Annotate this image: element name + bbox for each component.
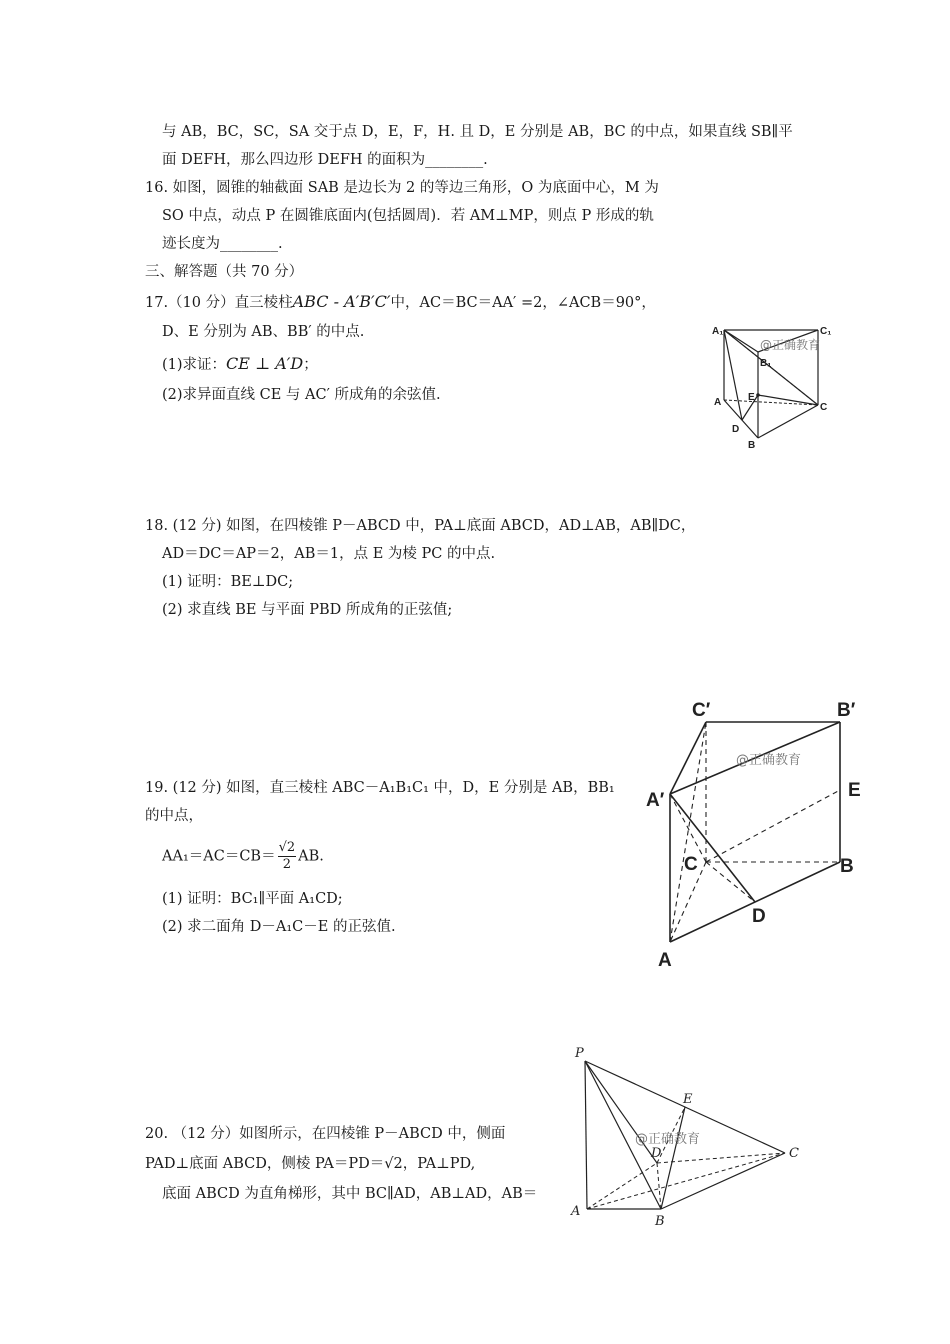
q17-part1-formula: CE ⊥ A′D (226, 354, 304, 373)
q19-line-1: 19. (12 分) 如图，直三棱柱 ABC－A₁B₁C₁ 中，D，E 分别是 AB，BB₁ (145, 780, 615, 796)
label-p: P (575, 1046, 584, 1061)
edge-p-a (585, 1061, 587, 1209)
label-a1: A₁ (712, 326, 724, 337)
label-b: B (840, 856, 854, 877)
q20-line-1: 20. （12 分）如图所示，在四棱锥 P－ABCD 中，侧面 (145, 1126, 506, 1142)
label-e: E (683, 1092, 693, 1107)
edge-a-c-hidden (587, 1153, 785, 1209)
label-a: A (571, 1204, 581, 1219)
q20-line-2: PAD⊥底面 ABCD，侧棱 PA＝PD＝√2，PA⊥PD, (145, 1156, 476, 1172)
q17-rest: 中，AC＝BC＝AA′ =2，∠ACB＝90°， (390, 295, 656, 311)
label-a: A (658, 950, 672, 971)
label-c1: C₁ (820, 326, 832, 337)
label-c: C (789, 1146, 799, 1161)
watermark-q19: @正确教育 (736, 753, 802, 768)
q19-formula (162, 840, 324, 873)
edge-a-b (724, 400, 758, 438)
edge-ap-c-hidden (670, 794, 706, 862)
q19-part-2: (2) 求二面角 D－A₁C－E 的正弦值. (162, 919, 396, 935)
q17-part-1 (162, 354, 318, 375)
label-b: B (748, 440, 756, 451)
q19-part-1: (1) 证明：BC₁∥平面 A₁CD; (162, 891, 343, 907)
label-cp: C′ (692, 700, 711, 721)
label-e: E (848, 780, 861, 801)
edge-b-e (661, 1107, 685, 1209)
q15-line-2: 面 DEFH，那么四边形 DEFH 的面积为________. (162, 152, 488, 168)
label-d: D (651, 1146, 662, 1161)
edge-p-d (585, 1061, 657, 1163)
q18-part-2: (2) 求直线 BE 与平面 PBD 所成角的正弦值; (162, 602, 453, 618)
q18-part-1: (1) 证明：BE⊥DC; (162, 574, 294, 590)
figure-q20 (565, 1045, 815, 1230)
label-bp: B′ (837, 700, 856, 721)
watermark-q20: @正确教育 (635, 1132, 701, 1147)
q16-line-3: 迹长度为________. (162, 236, 283, 252)
section-heading: 三、解答题（共 70 分） (145, 264, 304, 280)
point-e (756, 393, 760, 397)
edge-a-d-hidden (587, 1163, 657, 1209)
label-b: B (655, 1214, 665, 1229)
edge-a1-b1 (724, 330, 758, 352)
label-b1: B₁ (760, 358, 772, 369)
watermark-q17: @正确教育 (760, 338, 821, 352)
q18-line-1: 18. (12 分) 如图，在四棱锥 P－ABCD 中，PA⊥底面 ABCD，AD⊥AB，AB∥DC， (145, 518, 696, 534)
q19-formula-right: AB. (298, 848, 324, 865)
figure-q17 (700, 320, 850, 455)
edge-cp-ap (670, 722, 706, 794)
label-c: C (820, 402, 828, 413)
q15-line-1: 与 AB，BC，SC，SA 交于点 D，E，F，H. 且 D，E 分别是 AB，BC 的中点，如果直线 SB∥平 (162, 124, 793, 140)
edge-b-c (758, 405, 818, 438)
q18-line-2: AD＝DC＝AP＝2，AB＝1，点 E 为棱 PC 的中点. (162, 546, 496, 562)
q19-frac-num: √2 (278, 840, 296, 855)
label-d: D (752, 906, 766, 927)
edge-c-e-hidden (706, 790, 840, 862)
q16-line-1: 16. 如图，圆锥的轴截面 SAB 是边长为 2 的等边三角形，O 为底面中心，M 为 (145, 180, 659, 196)
q17-part-2: (2)求异面直线 CE 与 AC′ 所成角的余弦值. (162, 387, 441, 403)
q17-part1-suffix: ； (303, 357, 318, 373)
edge-c-d-hidden (706, 862, 755, 902)
label-e: E (748, 392, 755, 403)
q19-fraction (278, 840, 297, 873)
edge-a1-d (724, 330, 742, 420)
edge-ap-d (670, 794, 755, 902)
q17-prism: ABC - A′B′C′ (292, 292, 391, 311)
q17-prefix: 17.（10 分）直三棱柱 (145, 295, 293, 311)
edge-e-c (758, 395, 818, 405)
q17-line-1 (145, 292, 656, 313)
label-d: D (732, 424, 740, 435)
q19-formula-left: AA₁＝AC＝CB＝ (162, 848, 276, 865)
q16-line-2: SO 中点，动点 P 在圆锥底面内(包括圆周)．若 AM⊥MP，则点 P 形成的轨 (162, 208, 654, 224)
label-a: A (714, 397, 722, 408)
q17-line-2: D、E 分别为 AB、BB′ 的中点. (162, 324, 365, 340)
label-ap: A′ (646, 790, 665, 811)
q17-part1-prefix: (1)求证： (162, 357, 227, 373)
figure-q19 (640, 690, 880, 980)
q19-line-2: 的中点， (145, 808, 203, 824)
label-c: C (684, 854, 698, 875)
q20-line-3: 底面 ABCD 为直角梯形，其中 BC∥AD，AB⊥AD，AB＝ (162, 1186, 538, 1202)
q19-frac-den: 2 (282, 857, 291, 872)
